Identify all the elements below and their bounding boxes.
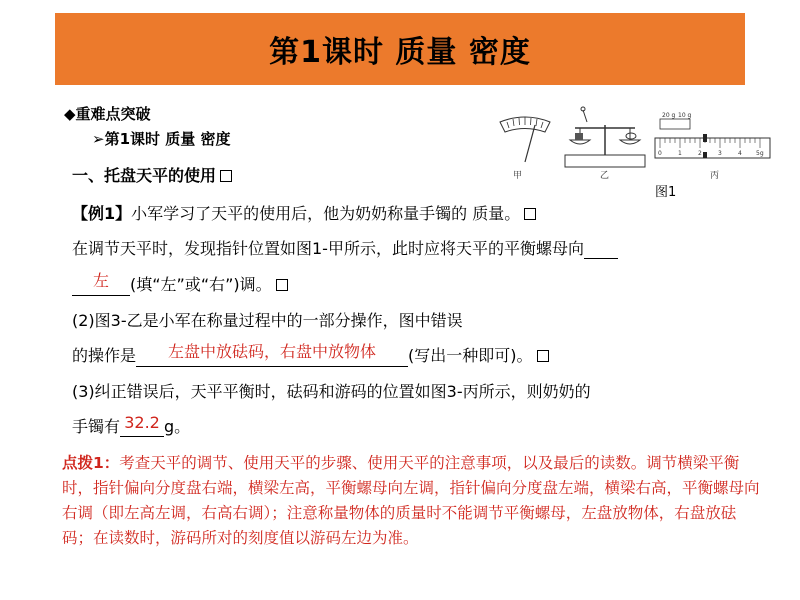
balance-diagram bbox=[495, 100, 775, 195]
scale-num-1: 1 bbox=[678, 150, 682, 157]
outline-heading: ◆重难点突破 bbox=[64, 105, 151, 123]
weight-10g: 10 g bbox=[678, 112, 692, 119]
example-line-6: (3)纠正错误后，天平平衡时，砝码和游码的位置如图3-丙所示，则奶奶的 bbox=[72, 382, 591, 401]
checkbox-icon bbox=[276, 279, 288, 291]
answer-2: 左盘中放砝码，右盘中放物体 bbox=[168, 342, 377, 361]
checkbox-icon bbox=[524, 208, 536, 220]
answer-blank-2 bbox=[136, 343, 408, 367]
section-heading-text: 一、托盘天平的使用 bbox=[72, 166, 217, 185]
example-line-5 bbox=[72, 343, 549, 367]
example-line1-text: 小军学习了天平的使用后，他为奶奶称量手镯的 质量。 bbox=[131, 204, 521, 223]
example-line-7 bbox=[72, 414, 190, 437]
answer-blank-1 bbox=[72, 272, 130, 296]
outline-subheading: ➢第1课时 质量 密度 bbox=[92, 130, 231, 148]
page-title: 第1课时 质量 密度 bbox=[269, 35, 531, 70]
example-line-4: (2)图3-乙是小军在称量过程中的一部分操作，图中错误 bbox=[72, 311, 463, 330]
example-line-2 bbox=[72, 236, 618, 259]
example-line5-prefix: 的操作是 bbox=[72, 346, 137, 365]
panel-label-jia: 甲 bbox=[513, 171, 523, 181]
tip-text: 考查天平的调节、使用天平的步骤、使用天平的注意事项，以及最后的读数。调节横梁平衡时，指针偏向分度盘右端，横梁左高，平衡螺母向左调，指针偏向分度盘左端，横梁右高，平衡螺母向右调（即左高左调，右高右调）；注意称量物体的质量时不能调节平衡螺母，左盘放物体，右盘放砝码；在读数时，游码所对的刻度值以游码左边为准。 bbox=[62, 454, 760, 547]
checkbox-icon bbox=[537, 350, 549, 362]
balance-panel bbox=[565, 107, 645, 181]
scale-num-4: 4 bbox=[738, 150, 742, 157]
scale-num-0: 0 bbox=[658, 150, 662, 157]
example-line-3 bbox=[72, 272, 288, 296]
section-heading bbox=[72, 163, 232, 186]
weight-20g: 20 g bbox=[662, 112, 676, 119]
example-line-1 bbox=[72, 201, 536, 224]
answer-blank-1a bbox=[584, 239, 618, 259]
balance-figure bbox=[495, 100, 775, 195]
figure-label: 图1 bbox=[655, 185, 677, 200]
tip-label: 点拨1： bbox=[62, 454, 120, 472]
example-line2-text: 在调节天平时，发现指针位置如图1-甲所示，此时应将天平的平衡螺母向 bbox=[72, 239, 584, 258]
answer-1: 左 bbox=[92, 271, 109, 290]
example-line5-suffix: (写出一种即可)。 bbox=[408, 346, 533, 365]
example-label: 【例1】 bbox=[72, 204, 132, 223]
example-line7-suffix: g。 bbox=[164, 417, 191, 436]
panel-label-bing: 丙 bbox=[710, 171, 720, 181]
example-line3-suffix: (填“左”或“右”)调。 bbox=[130, 275, 272, 294]
scale-num-3: 3 bbox=[718, 150, 722, 157]
scale-num-5g: 5g bbox=[756, 150, 764, 157]
answer-blank-3 bbox=[120, 413, 164, 437]
scale-num-2: 2 bbox=[698, 150, 702, 157]
dial-panel bbox=[500, 117, 550, 181]
scale-panel bbox=[655, 112, 770, 181]
checkbox-icon bbox=[220, 170, 232, 182]
answer-3: 32.2 bbox=[124, 413, 160, 432]
example-line7-prefix: 手镯有 bbox=[72, 417, 121, 436]
panel-label-yi: 乙 bbox=[600, 171, 610, 181]
tip-paragraph bbox=[62, 451, 762, 551]
title-banner bbox=[55, 13, 745, 85]
